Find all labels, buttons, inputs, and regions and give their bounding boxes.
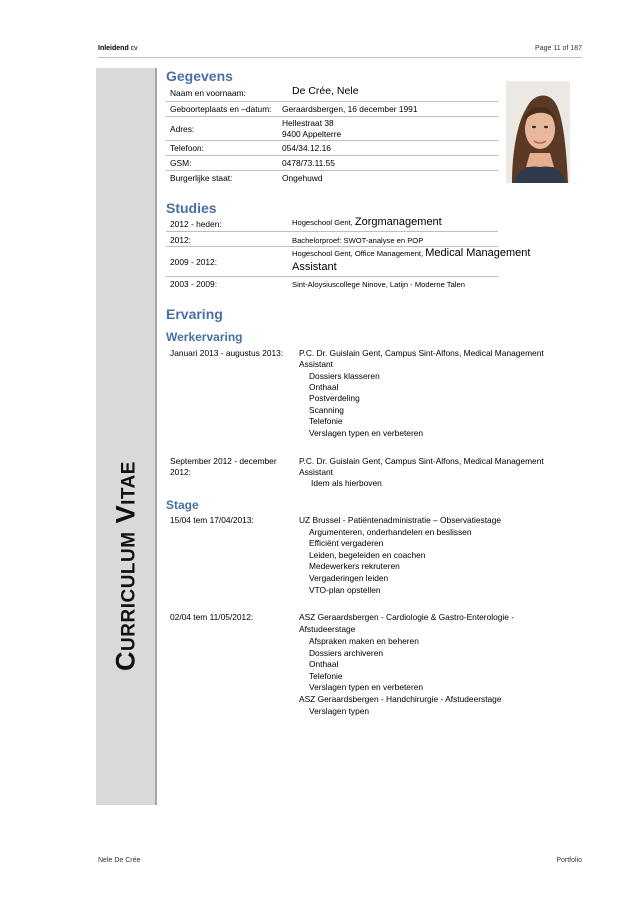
divider — [166, 116, 498, 117]
stage-org: ASZ Geraardsbergen - Handchirurgie - Afstudeerstage — [299, 694, 502, 704]
gegevens-value: Ongehuwd — [282, 173, 323, 183]
divider — [166, 231, 498, 232]
gegevens-value: 054/34.12.16 — [282, 143, 331, 153]
gegevens-value: 0478/73.11.55 — [282, 158, 335, 168]
studies-label: 2003 - 2009: — [170, 279, 218, 289]
gegevens-label: GSM: — [170, 158, 192, 168]
header-divider — [98, 57, 582, 58]
stage-date: 02/04 tem 11/05/2012: — [170, 612, 254, 622]
task-item: Efficiënt vergaderen — [309, 538, 384, 548]
divider — [166, 276, 498, 277]
werkervaring-heading: Werkervaring — [166, 330, 243, 344]
profile-photo — [506, 81, 570, 183]
gegevens-label: Telefoon: — [170, 143, 204, 153]
job-date: 2012: — [170, 467, 191, 477]
task-item: Verslagen typen en verbeteren — [309, 682, 424, 692]
task-item: Afspraken maken en beheren — [309, 636, 419, 646]
task-item: Vergaderingen leiden — [309, 573, 389, 583]
header-title: Inleidend cv — [98, 45, 138, 52]
job-org: Assistant — [299, 467, 333, 477]
job-date: September 2012 - december — [170, 456, 277, 466]
footer-name: Nele De Crée — [98, 857, 141, 864]
gegevens-value: 9400 Appelterre — [282, 129, 342, 139]
studies-label: 2009 - 2012: — [170, 257, 218, 267]
task-item: Scanning — [309, 405, 344, 415]
task-item: Onthaal — [309, 659, 339, 669]
gegevens-label: Geboorteplaats en –datum: — [170, 104, 272, 114]
stage-heading: Stage — [166, 498, 199, 512]
studies-value: Hogeschool Gent, Office Management, Medical Management — [292, 247, 531, 259]
gegevens-heading: Gegevens — [166, 68, 233, 84]
task-item: Onthaal — [309, 382, 339, 392]
studies-value: Hogeschool Gent, Zorgmanagement — [292, 216, 442, 228]
gegevens-value: Geraardsbergen, 16 december 1991 — [282, 104, 418, 114]
task-item: Verslagen typen en verbeteren — [309, 428, 424, 438]
job-date: Januari 2013 - augustus 2013: — [170, 348, 284, 358]
task-item: Dossiers archiveren — [309, 648, 384, 658]
task-item: Telefonie — [309, 671, 343, 681]
task-item: Telefonie — [309, 416, 343, 426]
job-org: Assistant — [299, 359, 333, 369]
job-org: P.C. Dr. Guislain Gent, Campus Sint-Alfons, Medical Management — [299, 348, 544, 358]
task-item: Leiden, begeleiden en coachen — [309, 550, 426, 560]
task-item: VTO-plan opstellen — [309, 585, 381, 595]
studies-value: Bachelorproef: SWOT-analyse en POP — [292, 236, 424, 245]
divider — [166, 140, 498, 141]
task-item: Idem als hierboven — [311, 478, 382, 488]
task-item: Verslagen typen — [309, 706, 370, 716]
stage-org: ASZ Geraardsbergen - Cardiologie & Gastro-Enterologie - — [299, 612, 515, 622]
studies-label: 2012: — [170, 235, 191, 245]
job-org: P.C. Dr. Guislain Gent, Campus Sint-Alfons, Medical Management — [299, 456, 544, 466]
divider — [166, 170, 498, 171]
divider — [166, 155, 498, 156]
task-item: Medewerkers rekruteren — [309, 561, 400, 571]
sidebar-title: Curriculum Vitae — [110, 461, 140, 671]
stage-org: Afstudeerstage — [299, 624, 356, 634]
page-number: Page 11 of 187 — [535, 45, 582, 52]
footer-section: Portfolio — [556, 857, 582, 864]
gegevens-label: Burgerlijke staat: — [170, 173, 233, 183]
stage-date: 15/04 tem 17/04/2013: — [170, 515, 254, 525]
gegevens-value: Hellestraat 38 — [282, 118, 334, 128]
stage-org: UZ Brussel - Patiëntenadministratie – Observatiestage — [299, 515, 502, 525]
task-item: Argumenteren, onderhandelen en beslissen — [309, 527, 472, 537]
studies-heading: Studies — [166, 200, 217, 216]
gegevens-label: Naam en voornaam: — [170, 88, 246, 98]
task-item: Postverdeling — [309, 393, 360, 403]
studies-value: Assistant — [292, 261, 337, 273]
studies-value: Sint-Aloysiuscollege Ninove, Latijn - Moderne Talen — [292, 280, 465, 289]
ervaring-heading: Ervaring — [166, 306, 223, 322]
divider — [166, 101, 498, 102]
studies-label: 2012 - heden: — [170, 219, 222, 229]
gegevens-label: Adres: — [170, 124, 195, 134]
gegevens-value: De Crée, Nele — [292, 85, 359, 97]
task-item: Dossiers klasseren — [309, 371, 380, 381]
